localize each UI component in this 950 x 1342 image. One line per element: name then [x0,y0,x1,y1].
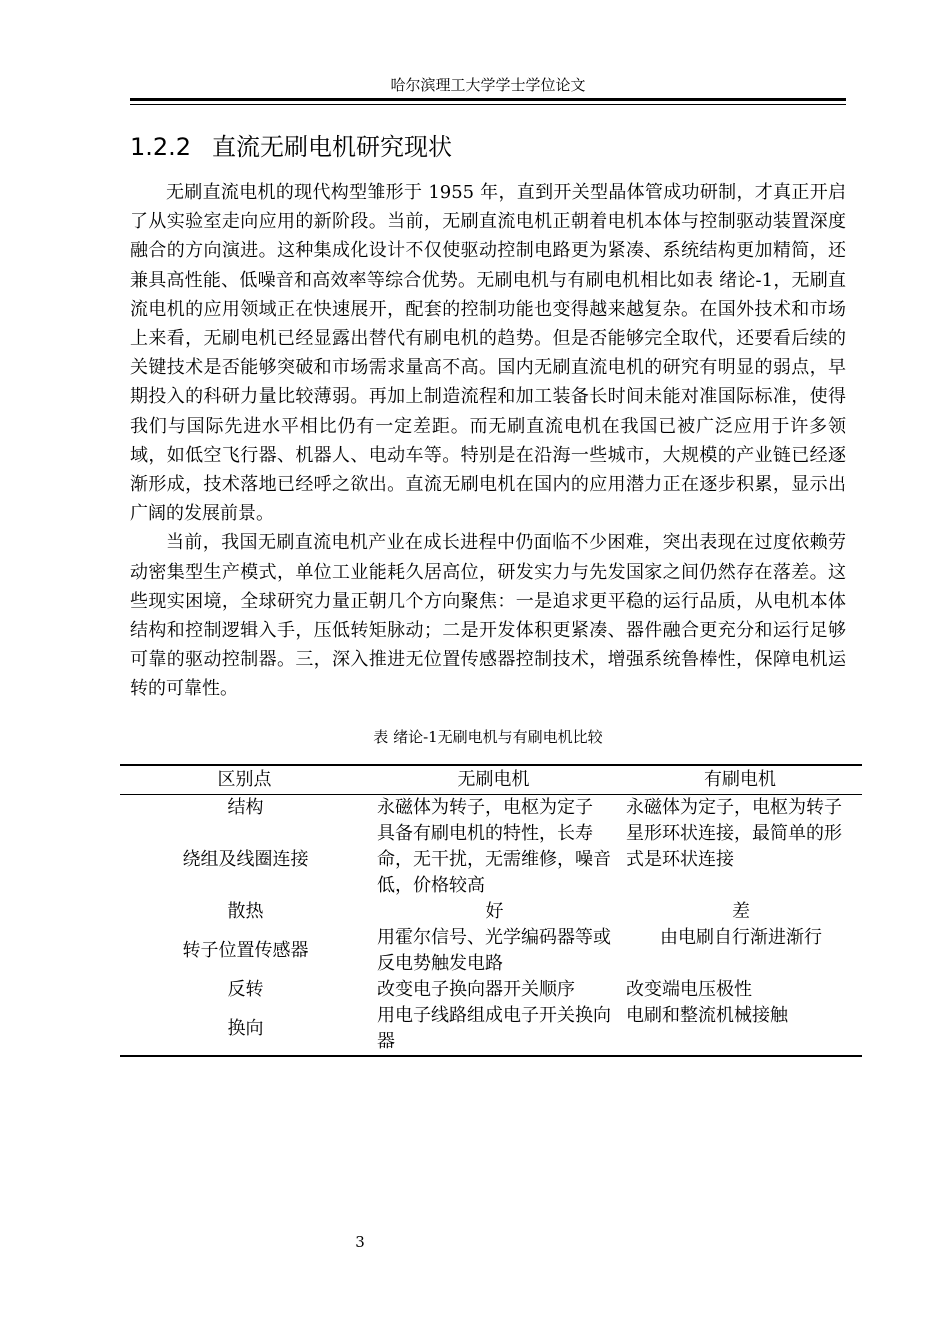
table-cell: 用霍尔信号、光学编码器等或反电势触发电路 [377,927,611,974]
table-row [120,1003,862,1056]
table-cell: 绕组及线圈连接 [182,849,309,870]
table-cell: 差 [732,901,750,922]
table-cell: 转子位置传感器 [182,940,309,961]
table-row [120,977,862,1003]
column-header: 无刷电机 [457,769,530,790]
table-cell: 反转 [227,979,264,1000]
table-row [120,821,862,899]
table-header-row [120,765,862,795]
table-cell: 星形环状连接，最简单的形式是环状连接 [626,823,842,870]
table-cell: 电刷和整流机械接触 [626,1005,788,1026]
paragraph: 当前，我国无刷直流电机产业在成长进程中仍面临不少困难，突出表现在过度依赖劳动密集型生产模式，单位工业能耗久居高位，研发实力与先发国家之间仍然存在落差。这些现实困境，全球研究力量正朝几个方向聚焦：一是追求更平稳的运行品质，从电机本体结构和控制逻辑入手，压低转矩脉动；二是开发体积更紧凑、器件融合更充分和运行足够可靠的驱动控制器。三，深入推进无位置传感器控制技术，增强系统鲁棒性，保障电机运转的可靠性。 [130,532,846,700]
column-header: 有刷电机 [704,769,776,790]
table-cell: 结构 [227,797,264,818]
section-number: 1.2.2 [130,133,192,161]
table-row [120,795,862,822]
table-cell: 由电刷自行渐进渐行 [660,927,822,948]
table-cell: 永磁体为转子，电枢为定子 [377,797,593,818]
section-title: 直流无刷电机研究现状 [212,133,452,161]
table-cell: 好 [485,901,504,922]
table-cell: 用电子线路组成电子开关换向器 [377,1005,611,1052]
header-rule-thin [130,104,846,105]
table-cell: 散热 [227,901,264,922]
paragraph: 无刷直流电机的现代构型雏形于 1955 年，直到开关型晶体管成功研制，才真正开启了从实验室走向应用的新阶段。当前，无刷直流电机正朝着电机本体与控制驱动装置深度融合的方向演进。这种集成化设计不仅使驱动控制电路更为紧凑、系统结构更加精简，还兼具高性能、低噪音和高效率等综合优势。无刷电机与有刷电机相比如表 绪论-1，无刷直流电机的应用领域正在快速展开，配套的控制功能也变得越来越复杂。在国外技术和市场上来看，无刷电机已经显露出替代有刷电机的趋势。但是否能够完全取代，还要看后续的关键技术是否能够突破和市场需求量高不高。国内无刷直流电机的研究有明显的弱点，早期投入的科研力量比较薄弱。再加上制造流程和加工装备长时间未能对准国际标准，使得我们与国际先进水平相比仍有一定差距。而无刷直流电机在我国已被广泛应用于许多领域，如低空飞行器、机器人、电动车等。特别是在沿海一些城市，大规模的产业链已经逐渐形成，技术落地已经呼之欲出。直流无刷电机在国内的应用潜力正在逐步积累，显示出广阔的发展前景。 [130,182,846,525]
table-cell: 改变电子换向器开关顺序 [377,979,575,1000]
table-cell: 永磁体为定子，电枢为转子 [626,797,842,818]
body-text [130,178,846,704]
table-cell: 改变端电压极性 [626,979,752,1000]
comparison-table [120,764,862,1057]
page-number: 3 [355,1233,365,1251]
running-header: 哈尔滨理工大学学士学位论文 [390,76,586,94]
section-heading [130,130,452,164]
table-cell: 具备有刷电机的特性，长寿命，无干扰，无需维修，噪音低，价格较高 [377,823,611,896]
table-row [120,899,862,925]
table-cell: 换向 [227,1018,264,1039]
header-rule [130,98,846,101]
table-row [120,925,862,977]
table-caption: 表 绪论-1无刷电机与有刷电机比较 [373,728,603,746]
column-header: 区别点 [217,769,272,790]
